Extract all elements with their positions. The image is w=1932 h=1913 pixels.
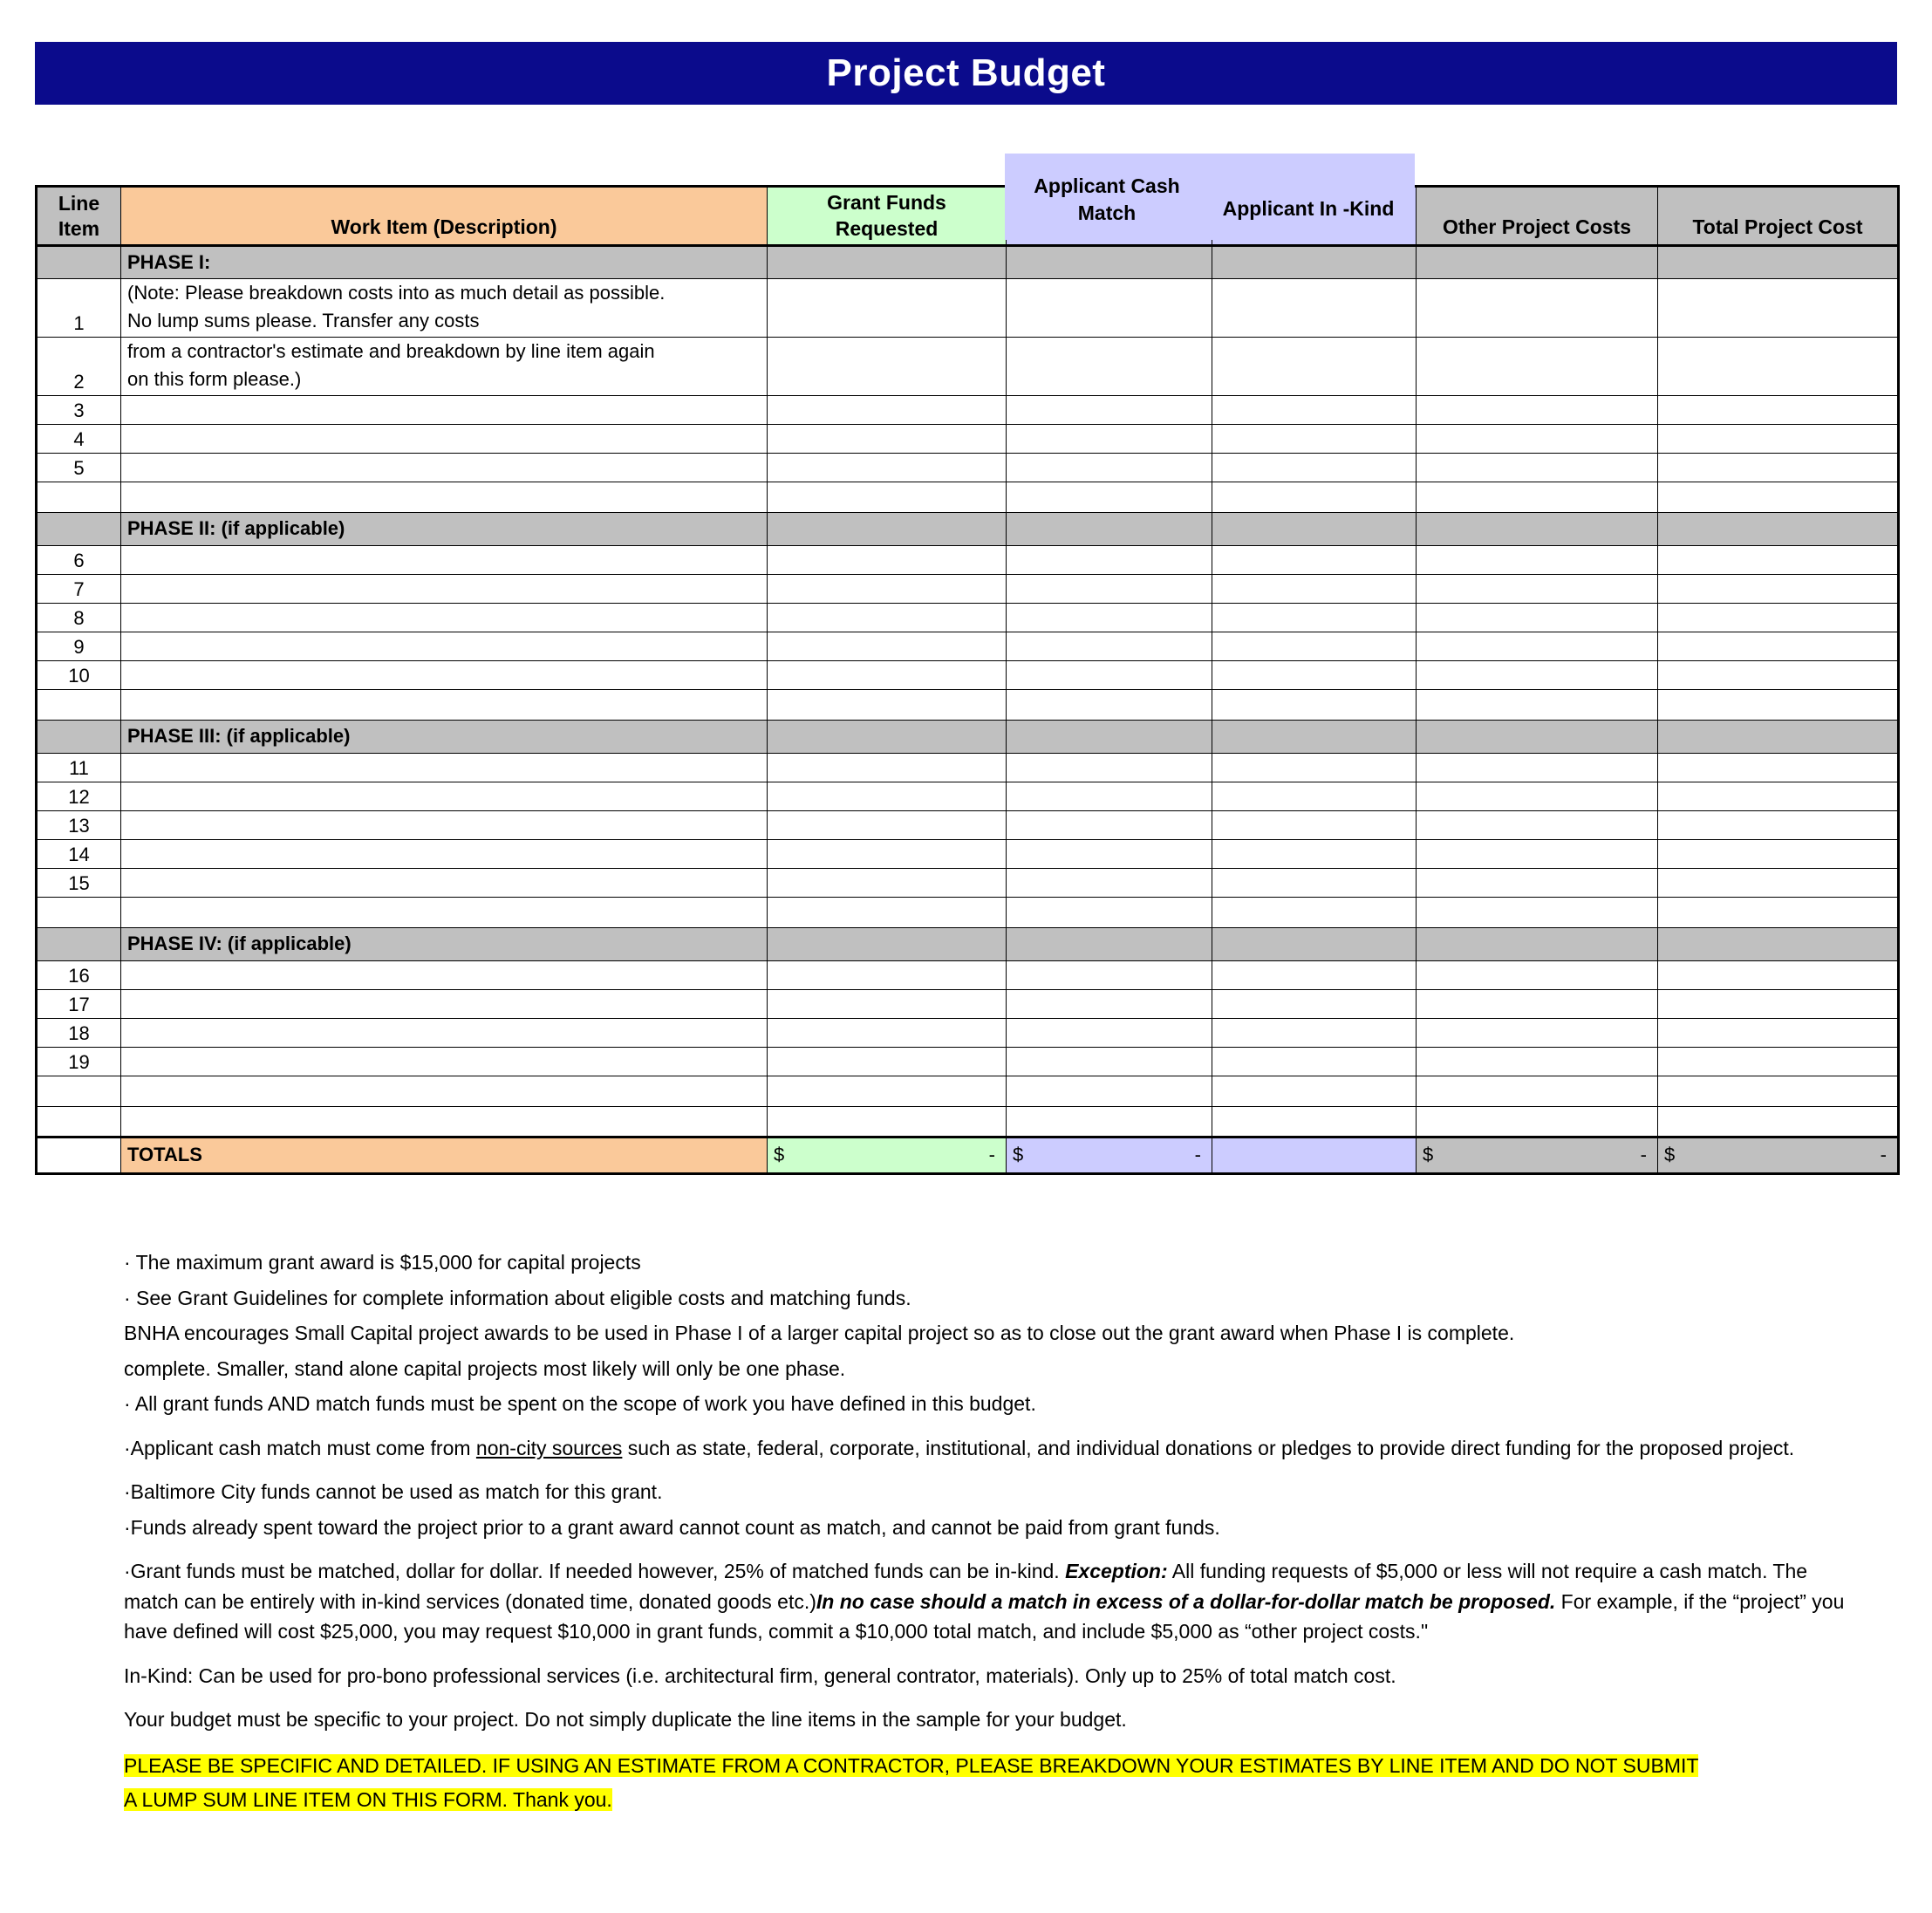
- grant-funds-18[interactable]: [768, 1018, 1007, 1047]
- header-grant-funds-line2: Requested: [835, 216, 939, 240]
- note-funds-already-spent: ·Funds already spent toward the project prior to a grant award cannot count as match, and cannot be paid from grant funds.: [124, 1515, 1220, 1539]
- header-line-item-line2: Item: [58, 216, 100, 240]
- phase-2-banner-row: [37, 512, 1899, 545]
- note-no-excess-match: In no case should a match in excess of a dollar-for-dollar match be proposed.: [816, 1589, 1556, 1613]
- totals-other-currency: $: [1423, 1144, 1434, 1166]
- table-row: [37, 424, 1899, 453]
- highlight-line-2: A LUMP SUM LINE ITEM ON THIS FORM. Thank you.: [124, 1788, 612, 1812]
- table-row: [37, 989, 1899, 1018]
- line-number-10: 10: [37, 660, 121, 689]
- other-costs-14[interactable]: [1417, 839, 1658, 868]
- total-cost-17[interactable]: [1658, 989, 1899, 1018]
- note-max-grant-award: · The maximum grant award is $15,000 for capital projects: [124, 1251, 641, 1274]
- cash-match-19[interactable]: [1007, 1047, 1212, 1076]
- table-row: [37, 632, 1899, 660]
- line-number-7: 7: [37, 574, 121, 603]
- in-kind-7[interactable]: [1212, 574, 1417, 603]
- header-line-item: [37, 187, 121, 246]
- grant-funds-8[interactable]: [768, 603, 1007, 632]
- phase-1-grant-cell: [768, 246, 1007, 279]
- in-kind-3[interactable]: [1212, 395, 1417, 424]
- table-row: [37, 279, 1899, 338]
- total-cost-15[interactable]: [1658, 868, 1899, 897]
- applicant-match-header-block: [1005, 154, 1415, 240]
- phase-3-banner-row: [37, 720, 1899, 753]
- work-item-13[interactable]: [121, 810, 768, 839]
- spacer-inkind-cell[interactable]: [1212, 1076, 1417, 1106]
- line-number-19: 19: [37, 1047, 121, 1076]
- line-number-14: 14: [37, 839, 121, 868]
- work-item-16[interactable]: [121, 960, 768, 989]
- grant-funds-11[interactable]: [768, 753, 1007, 782]
- grant-funds-17[interactable]: [768, 989, 1007, 1018]
- cash-match-3[interactable]: [1007, 395, 1212, 424]
- phase-4-label: PHASE IV: (if applicable): [121, 927, 768, 960]
- cash-match-5[interactable]: [1007, 453, 1212, 482]
- cash-match-8[interactable]: [1007, 603, 1212, 632]
- in-kind-17[interactable]: [1212, 989, 1417, 1018]
- phase-1-cash-cell: [1007, 246, 1212, 279]
- line-number-3: 3: [37, 395, 121, 424]
- other-costs-13[interactable]: [1417, 810, 1658, 839]
- work-item-18[interactable]: [121, 1018, 768, 1047]
- spacer-row: [37, 482, 1899, 512]
- spacer-other-cell[interactable]: [1417, 1106, 1658, 1137]
- note-exception-label: Exception:: [1065, 1560, 1168, 1582]
- table-row: [37, 1018, 1899, 1047]
- line-number-18: 18: [37, 1018, 121, 1047]
- table-row: [37, 660, 1899, 689]
- work-item-1-line2: No lump sums please. Transfer any costs: [127, 309, 480, 331]
- notes-section: [124, 1247, 1860, 1823]
- in-kind-9[interactable]: [1212, 632, 1417, 660]
- page-title-banner: [35, 42, 1897, 105]
- spacer-total-cell[interactable]: [1658, 897, 1899, 927]
- phase-3-other-cell: [1417, 720, 1658, 753]
- table-row: [37, 603, 1899, 632]
- in-kind-19[interactable]: [1212, 1047, 1417, 1076]
- note-budget-specific: Your budget must be specific to your project. Do not simply duplicate the line items in the sample for your budget.: [124, 1708, 1127, 1731]
- note-match-part2: All funding requests of $5,000 or less will not require a cash match. The match can be entirely with in-kind services (donated time, donated goods etc.): [124, 1560, 1808, 1613]
- totals-cash-currency: $: [1013, 1144, 1024, 1166]
- in-kind-15[interactable]: [1212, 868, 1417, 897]
- phase-1-line-cell: [37, 246, 121, 279]
- table-row: [37, 337, 1899, 395]
- total-cost-12[interactable]: [1658, 782, 1899, 810]
- spacer-grant-cell[interactable]: [768, 1076, 1007, 1106]
- line-number-1: 1: [37, 279, 121, 338]
- applicant-in-kind-header: Applicant In -Kind: [1222, 197, 1395, 220]
- cash-match-6[interactable]: [1007, 545, 1212, 574]
- spacer-work-cell[interactable]: [121, 482, 768, 512]
- phase-2-cash-cell: [1007, 512, 1212, 545]
- work-item-1-line1: (Note: Please breakdown costs into as much detail as possible.: [127, 282, 666, 304]
- other-costs-1[interactable]: [1417, 279, 1658, 338]
- spacer-other-cell[interactable]: [1417, 689, 1658, 720]
- in-kind-8[interactable]: [1212, 603, 1417, 632]
- other-costs-2[interactable]: [1417, 337, 1658, 395]
- phase-3-cash-cell: [1007, 720, 1212, 753]
- total-cost-19[interactable]: [1658, 1047, 1899, 1076]
- phase-2-label: PHASE II: (if applicable): [121, 512, 768, 545]
- spacer-inkind-cell[interactable]: [1212, 689, 1417, 720]
- note-grant-guidelines: · See Grant Guidelines for complete information about eligible costs and matching funds.: [124, 1286, 911, 1309]
- line-number-15: 15: [37, 868, 121, 897]
- phase-2-other-cell: [1417, 512, 1658, 545]
- table-row: [37, 753, 1899, 782]
- totals-total-value: -: [1880, 1144, 1887, 1166]
- cash-match-2[interactable]: [1007, 337, 1212, 395]
- spacer-work-cell[interactable]: [121, 689, 768, 720]
- line-number-4: 4: [37, 424, 121, 453]
- spacer-grant-cell[interactable]: [768, 1106, 1007, 1137]
- work-item-4[interactable]: [121, 424, 768, 453]
- table-row: [37, 810, 1899, 839]
- other-costs-16[interactable]: [1417, 960, 1658, 989]
- totals-other-costs: [1417, 1137, 1658, 1173]
- table-row: [37, 839, 1899, 868]
- other-costs-11[interactable]: [1417, 753, 1658, 782]
- other-costs-4[interactable]: [1417, 424, 1658, 453]
- spacer-total-cell[interactable]: [1658, 1106, 1899, 1137]
- work-item-19[interactable]: [121, 1047, 768, 1076]
- cash-match-18[interactable]: [1007, 1018, 1212, 1047]
- line-number-13: 13: [37, 810, 121, 839]
- spacer-other-cell[interactable]: [1417, 897, 1658, 927]
- spacer-cash-cell[interactable]: [1007, 689, 1212, 720]
- other-costs-9[interactable]: [1417, 632, 1658, 660]
- totals-cash-value: -: [1194, 1144, 1201, 1166]
- applicant-cash-match-line2: Match: [1077, 202, 1137, 225]
- spacer-cash-cell[interactable]: [1007, 482, 1212, 512]
- note-cash-match-sources: [124, 1433, 1860, 1464]
- spacer-row: [37, 897, 1899, 927]
- total-cost-7[interactable]: [1658, 574, 1899, 603]
- total-cost-11[interactable]: [1658, 753, 1899, 782]
- cash-match-13[interactable]: [1007, 810, 1212, 839]
- note-highlighted-warning: [124, 1749, 1860, 1818]
- phase-4-other-cell: [1417, 927, 1658, 960]
- total-cost-4[interactable]: [1658, 424, 1899, 453]
- in-kind-13[interactable]: [1212, 810, 1417, 839]
- table-row: [37, 453, 1899, 482]
- spacer-grant-cell[interactable]: [768, 897, 1007, 927]
- in-kind-1[interactable]: [1212, 279, 1417, 338]
- phase-3-label: PHASE III: (if applicable): [121, 720, 768, 753]
- spacer-cash-cell[interactable]: [1007, 897, 1212, 927]
- totals-in-kind: [1212, 1137, 1417, 1173]
- work-item-2-line1: from a contractor's estimate and breakdown by line item again: [127, 339, 655, 362]
- grant-funds-5[interactable]: [768, 453, 1007, 482]
- note-baltimore-city-funds: ·Baltimore City funds cannot be used as match for this grant.: [124, 1480, 663, 1503]
- grant-funds-15[interactable]: [768, 868, 1007, 897]
- cash-match-15[interactable]: [1007, 868, 1212, 897]
- grant-funds-2[interactable]: [768, 337, 1007, 395]
- table-row: [37, 574, 1899, 603]
- line-number-8: 8: [37, 603, 121, 632]
- totals-total-currency: $: [1664, 1144, 1676, 1166]
- totals-cash-match: [1007, 1137, 1212, 1173]
- totals-other-value: -: [1640, 1144, 1647, 1166]
- work-item-15[interactable]: [121, 868, 768, 897]
- other-costs-12[interactable]: [1417, 782, 1658, 810]
- in-kind-11[interactable]: [1212, 753, 1417, 782]
- header-other-project-costs: Other Project Costs: [1417, 187, 1658, 246]
- line-number-6: 6: [37, 545, 121, 574]
- header-total-project-cost: Total Project Cost: [1658, 187, 1899, 246]
- note-dollar-for-dollar: [124, 1556, 1860, 1647]
- cash-match-16[interactable]: [1007, 960, 1212, 989]
- in-kind-2[interactable]: [1212, 337, 1417, 395]
- table-header-row: [37, 187, 1899, 246]
- table-row: [37, 395, 1899, 424]
- line-number-11: 11: [37, 753, 121, 782]
- phase-1-inkind-cell: [1212, 246, 1417, 279]
- spacer-work-cell[interactable]: [121, 1106, 768, 1137]
- phase-3-total-cell: [1658, 720, 1899, 753]
- line-number-17: 17: [37, 989, 121, 1018]
- cash-match-1[interactable]: [1007, 279, 1212, 338]
- phase-4-grant-cell: [768, 927, 1007, 960]
- spacer-line-cell: [37, 897, 121, 927]
- work-item-10[interactable]: [121, 660, 768, 689]
- phase-1-banner-row: [37, 246, 1899, 279]
- other-costs-5[interactable]: [1417, 453, 1658, 482]
- total-cost-2[interactable]: [1658, 337, 1899, 395]
- other-costs-15[interactable]: [1417, 868, 1658, 897]
- work-item-2-line2: on this form please.): [127, 367, 302, 390]
- phase-2-line-cell: [37, 512, 121, 545]
- table-row: [37, 545, 1899, 574]
- grant-funds-4[interactable]: [768, 424, 1007, 453]
- spacer-inkind-cell[interactable]: [1212, 1106, 1417, 1137]
- spacer-row: [37, 689, 1899, 720]
- in-kind-18[interactable]: [1212, 1018, 1417, 1047]
- work-item-2[interactable]: [121, 337, 768, 395]
- grant-funds-6[interactable]: [768, 545, 1007, 574]
- total-cost-9[interactable]: [1658, 632, 1899, 660]
- work-item-12[interactable]: [121, 782, 768, 810]
- table-row: [37, 868, 1899, 897]
- total-cost-6[interactable]: [1658, 545, 1899, 574]
- phase-1-other-cell: [1417, 246, 1658, 279]
- note-bnha-phases: BNHA encourages Small Capital project awards to be used in Phase I of a larger capital project so as to close out the grant award when Phase I is complete.: [124, 1322, 1515, 1344]
- line-number-5: 5: [37, 453, 121, 482]
- grant-funds-10[interactable]: [768, 660, 1007, 689]
- totals-grant-currency: $: [774, 1144, 785, 1166]
- work-item-17[interactable]: [121, 989, 768, 1018]
- header-grant-funds-line1: Grant Funds: [827, 190, 946, 214]
- applicant-cash-match-line1: Applicant Cash: [1034, 174, 1180, 197]
- other-costs-3[interactable]: [1417, 395, 1658, 424]
- totals-grant-funds: [768, 1137, 1007, 1173]
- work-item-5[interactable]: [121, 453, 768, 482]
- grant-funds-7[interactable]: [768, 574, 1007, 603]
- spacer-line-cell: [37, 482, 121, 512]
- spacer-line-cell: [37, 1106, 121, 1137]
- spacer-total-cell[interactable]: [1658, 689, 1899, 720]
- in-kind-5[interactable]: [1212, 453, 1417, 482]
- line-number-9: 9: [37, 632, 121, 660]
- phase-1-label: PHASE I:: [121, 246, 768, 279]
- total-cost-13[interactable]: [1658, 810, 1899, 839]
- note-match-part3: For example, if the “project” you have defined will cost $25,000, you may request $10,000 in grant funds, commit a $10,000 total match, and include $5,000 as “other project costs.": [124, 1589, 1845, 1643]
- phase-4-inkind-cell: [1212, 927, 1417, 960]
- cash-match-10[interactable]: [1007, 660, 1212, 689]
- cash-match-12[interactable]: [1007, 782, 1212, 810]
- line-number-12: 12: [37, 782, 121, 810]
- total-cost-16[interactable]: [1658, 960, 1899, 989]
- other-costs-10[interactable]: [1417, 660, 1658, 689]
- spacer-work-cell[interactable]: [121, 1076, 768, 1106]
- totals-grant-value: -: [988, 1144, 995, 1166]
- in-kind-10[interactable]: [1212, 660, 1417, 689]
- phase-3-grant-cell: [768, 720, 1007, 753]
- cash-match-7[interactable]: [1007, 574, 1212, 603]
- table-row: [37, 960, 1899, 989]
- other-costs-6[interactable]: [1417, 545, 1658, 574]
- other-costs-17[interactable]: [1417, 989, 1658, 1018]
- spacer-cash-cell[interactable]: [1007, 1106, 1212, 1137]
- in-kind-6[interactable]: [1212, 545, 1417, 574]
- spacer-work-cell[interactable]: [121, 897, 768, 927]
- spacer-grant-cell[interactable]: [768, 689, 1007, 720]
- in-kind-16[interactable]: [1212, 960, 1417, 989]
- phase-4-cash-cell: [1007, 927, 1212, 960]
- spacer-total-cell[interactable]: [1658, 1076, 1899, 1106]
- phase-3-line-cell: [37, 720, 121, 753]
- spacer-line-cell: [37, 1076, 121, 1106]
- totals-total-cost: [1658, 1137, 1899, 1173]
- phase-2-grant-cell: [768, 512, 1007, 545]
- line-number-2: 2: [37, 337, 121, 395]
- spacer-inkind-cell[interactable]: [1212, 897, 1417, 927]
- grant-funds-3[interactable]: [768, 395, 1007, 424]
- spacer-cash-cell[interactable]: [1007, 1076, 1212, 1106]
- grant-funds-14[interactable]: [768, 839, 1007, 868]
- spacer-line-cell: [37, 689, 121, 720]
- total-cost-3[interactable]: [1658, 395, 1899, 424]
- note-cash-match-part1: ·Applicant cash match must come from: [124, 1436, 476, 1459]
- spacer-inkind-cell[interactable]: [1212, 482, 1417, 512]
- note-cash-match-part2: such as state, federal, corporate, institutional, and individual donations or pledges to provide direct funding for the proposed project.: [622, 1436, 1795, 1459]
- total-cost-10[interactable]: [1658, 660, 1899, 689]
- work-item-9[interactable]: [121, 632, 768, 660]
- header-line-item-line1: Line: [58, 191, 100, 215]
- work-item-8[interactable]: [121, 603, 768, 632]
- note-smaller-projects: complete. Smaller, stand alone capital projects most likely will only be one phase.: [124, 1356, 846, 1380]
- note-scope-of-work: · All grant funds AND match funds must be spent on the scope of work you have defined in this budget.: [124, 1392, 1036, 1415]
- note-non-city-sources: non-city sources: [475, 1436, 623, 1459]
- page-title: Project Budget: [826, 51, 1106, 94]
- other-costs-18[interactable]: [1417, 1018, 1658, 1047]
- phase-1-total-cell: [1658, 246, 1899, 279]
- table-row: [37, 782, 1899, 810]
- applicant-cash-match-header: [1012, 173, 1202, 227]
- phase-4-line-cell: [37, 927, 121, 960]
- in-kind-12[interactable]: [1212, 782, 1417, 810]
- other-costs-7[interactable]: [1417, 574, 1658, 603]
- phase-4-total-cell: [1658, 927, 1899, 960]
- table-row: [37, 1047, 1899, 1076]
- project-budget-table: [35, 185, 1900, 1175]
- spacer-total-cell[interactable]: [1658, 482, 1899, 512]
- work-item-11[interactable]: [121, 753, 768, 782]
- totals-label: TOTALS: [121, 1137, 768, 1173]
- totals-row: [37, 1137, 1899, 1173]
- highlight-line-1: PLEASE BE SPECIFIC AND DETAILED. IF USING AN ESTIMATE FROM A CONTRACTOR, PLEASE BREAKDOWN YOUR ESTIMATES BY LINE ITEM AND DO NOT SUBMIT: [124, 1753, 1699, 1777]
- in-kind-14[interactable]: [1212, 839, 1417, 868]
- work-item-1[interactable]: [121, 279, 768, 338]
- other-costs-8[interactable]: [1417, 603, 1658, 632]
- spacer-row: [37, 1106, 1899, 1137]
- total-cost-8[interactable]: [1658, 603, 1899, 632]
- cash-match-9[interactable]: [1007, 632, 1212, 660]
- work-item-3[interactable]: [121, 395, 768, 424]
- total-cost-1[interactable]: [1658, 279, 1899, 338]
- totals-line-cell: [37, 1137, 121, 1173]
- cash-match-4[interactable]: [1007, 424, 1212, 453]
- grant-funds-16[interactable]: [768, 960, 1007, 989]
- total-cost-18[interactable]: [1658, 1018, 1899, 1047]
- grant-funds-1[interactable]: [768, 279, 1007, 338]
- header-work-item: Work Item (Description): [121, 187, 768, 246]
- work-item-14[interactable]: [121, 839, 768, 868]
- phase-2-inkind-cell: [1212, 512, 1417, 545]
- in-kind-4[interactable]: [1212, 424, 1417, 453]
- phase-4-banner-row: [37, 927, 1899, 960]
- note-match-part1: ·Grant funds must be matched, dollar for dollar. If needed however, 25% of matched funds can be in-kind.: [124, 1560, 1066, 1582]
- grant-funds-13[interactable]: [768, 810, 1007, 839]
- header-grant-funds: [768, 187, 1007, 246]
- total-cost-5[interactable]: [1658, 453, 1899, 482]
- cash-match-14[interactable]: [1007, 839, 1212, 868]
- spacer-other-cell[interactable]: [1417, 482, 1658, 512]
- spacer-other-cell[interactable]: [1417, 1076, 1658, 1106]
- grant-funds-19[interactable]: [768, 1047, 1007, 1076]
- note-in-kind-definition: In-Kind: Can be used for pro-bono professional services (i.e. architectural firm, general contrator, materials). Only up to 25% of total match cost.: [124, 1664, 1396, 1687]
- phase-3-inkind-cell: [1212, 720, 1417, 753]
- other-costs-19[interactable]: [1417, 1047, 1658, 1076]
- cash-match-17[interactable]: [1007, 989, 1212, 1018]
- line-number-16: 16: [37, 960, 121, 989]
- total-cost-14[interactable]: [1658, 839, 1899, 868]
- grant-funds-9[interactable]: [768, 632, 1007, 660]
- spacer-grant-cell[interactable]: [768, 482, 1007, 512]
- phase-2-total-cell: [1658, 512, 1899, 545]
- grant-funds-12[interactable]: [768, 782, 1007, 810]
- work-item-6[interactable]: [121, 545, 768, 574]
- cash-match-11[interactable]: [1007, 753, 1212, 782]
- work-item-7[interactable]: [121, 574, 768, 603]
- spacer-row: [37, 1076, 1899, 1106]
